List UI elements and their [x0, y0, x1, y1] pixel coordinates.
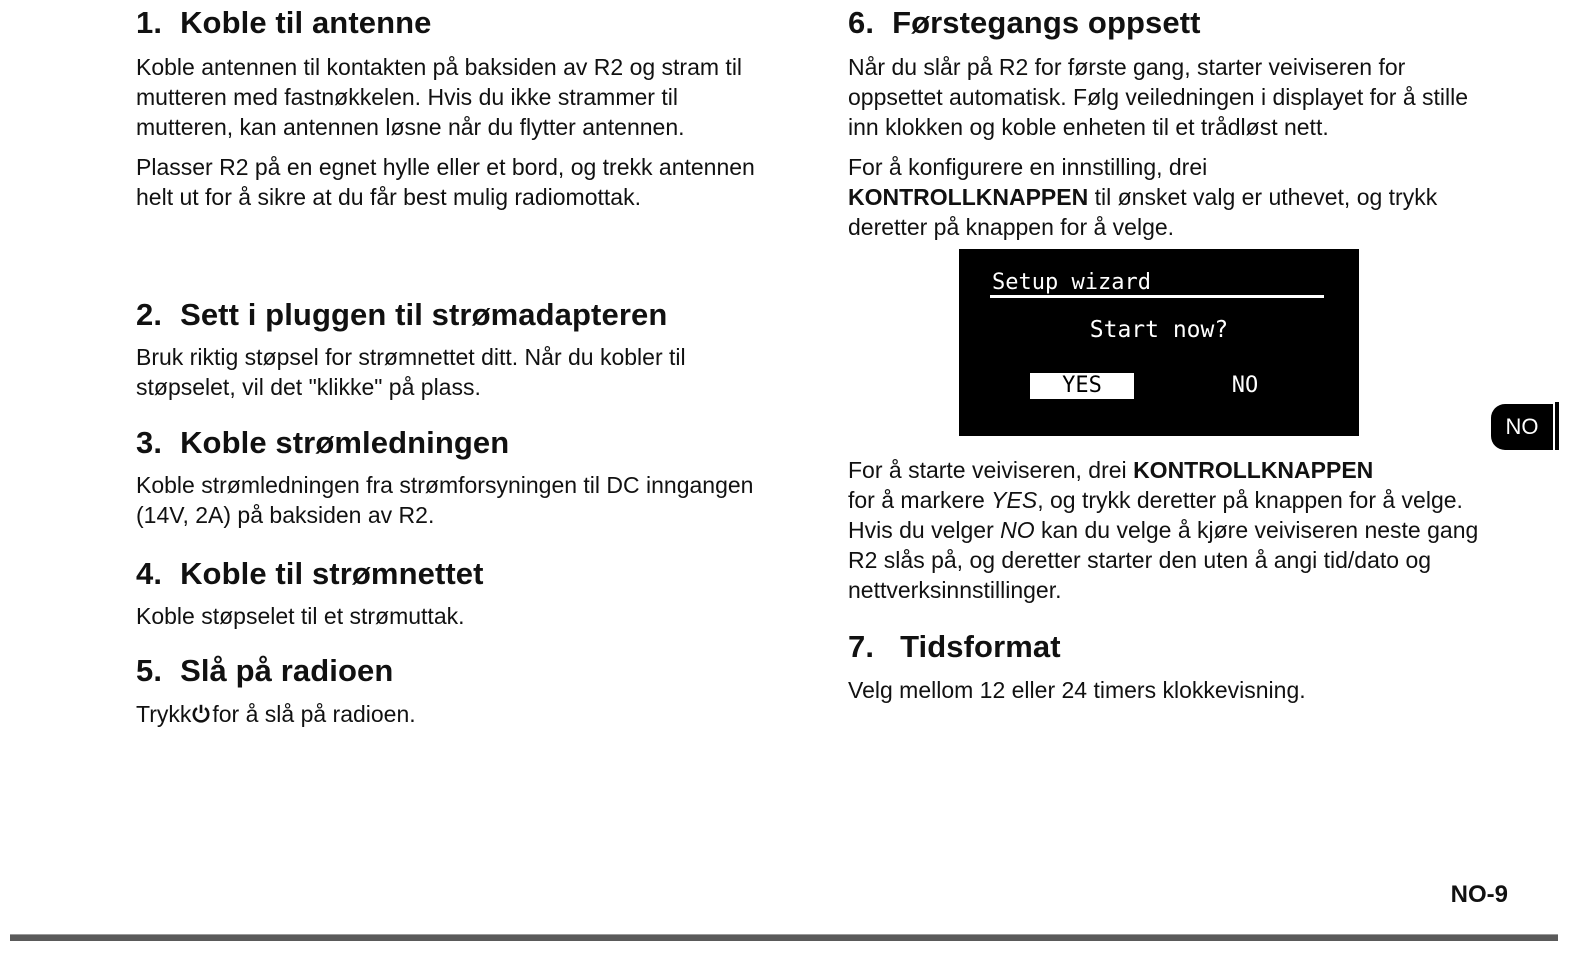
lcd-no-option: NO — [1231, 373, 1259, 398]
lcd-title-underline — [990, 295, 1324, 298]
section-stromadapter — [136, 295, 776, 402]
lcd-title: Setup wizard — [992, 270, 1151, 295]
section-tidsformat — [848, 627, 1498, 705]
lcd-prompt: Start now? — [1089, 317, 1229, 343]
paragraph: Koble støpselet til et strømuttak. — [136, 603, 465, 629]
section-forstegangs-oppsett-cont — [848, 455, 1498, 605]
paragraph: Koble antennen til kontakten på baksiden av R2 og stram til mutteren med fastnøkkelen. Hvis du ikke strammer til mutteren, kan antennen løsne når du flytter antennen. — [136, 54, 743, 140]
section-stromledningen — [136, 423, 776, 530]
section-heading: 7. Tidsformat — [848, 629, 1061, 664]
section-stromnettet — [136, 554, 776, 631]
power-icon — [191, 704, 211, 724]
page-number: NO-9 — [1450, 881, 1508, 908]
section-forstegangs-oppsett — [848, 3, 1498, 242]
lcd-display — [959, 249, 1359, 436]
paragraph: For å konfigurere en innstilling, drei KONTROLLKNAPPEN til ønsket valg er uthevet, og trykk deretter på knappen for å velge. — [848, 154, 1438, 240]
lcd-yes-option: YES — [1030, 373, 1134, 399]
section-sla-pa-radioen — [136, 651, 776, 729]
paragraph: Velg mellom 12 eller 24 timers klokkevisning. — [848, 677, 1306, 703]
paragraph: Trykk for å slå på radioen. — [136, 701, 416, 727]
language-tab: NO — [1491, 404, 1553, 450]
paragraph: Når du slår på R2 for første gang, starter veiviseren for oppsettet automatisk. Følg veiledningen i displayet for å stille inn klokken og koble enheten til et trådløst nett. — [848, 54, 1469, 140]
section-heading: 2. Sett i pluggen til strømadapteren — [136, 297, 668, 332]
paragraph: Bruk riktig støpsel for strømnettet ditt. Når du kobler til støpselet, vil det "klikke" på plass. — [136, 344, 686, 400]
section-heading: 3. Koble strømledningen — [136, 425, 510, 460]
section-koble-til-antenne — [136, 3, 776, 212]
section-heading: 5. Slå på radioen — [136, 653, 394, 688]
paragraph: Plasser R2 på en egnet hylle eller et bord, og trekk antennen helt ut for å sikre at du får best mulig radiomottak. — [136, 154, 755, 210]
section-heading: 1. Koble til antenne — [136, 5, 432, 40]
footer-rule — [10, 934, 1558, 941]
paragraph: For å starte veiviseren, drei KONTROLLKNAPPEN for å markere YES, og trykk deretter på knappen for å velge. Hvis du velger NO kan du velge å kjøre veiviseren neste gang R2 slås på, og deretter starter den uten å angi tid/dato og nettverksinnstillinger. — [848, 457, 1479, 603]
paragraph: Koble strømledningen fra strømforsyningen til DC inngangen (14V, 2A) på baksiden av R2. — [136, 472, 754, 528]
section-heading: 4. Koble til strømnettet — [136, 556, 484, 591]
language-tab-edge — [1555, 402, 1559, 450]
section-heading: 6. Førstegangs oppsett — [848, 5, 1201, 40]
